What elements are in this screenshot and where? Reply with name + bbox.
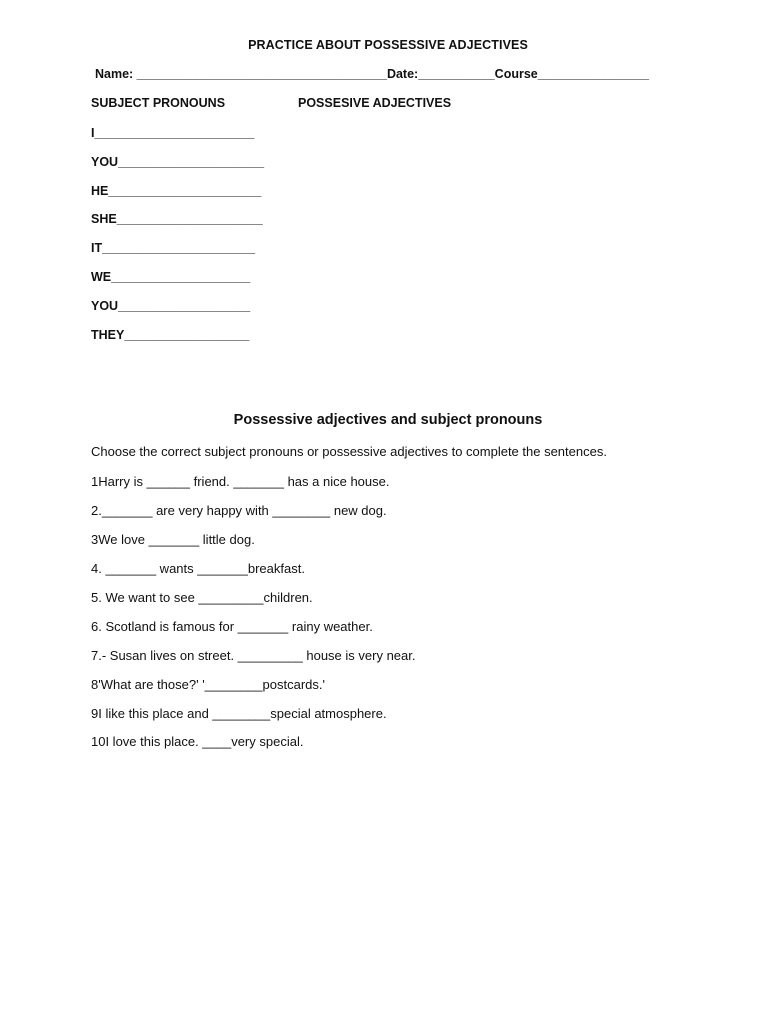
- subject-pronouns-heading: SUBJECT PRONOUNS: [91, 96, 226, 110]
- sentence-item: 4. _______ wants _______breakfast.: [91, 560, 305, 576]
- sentence-item: 5. We want to see _________children.: [91, 589, 313, 605]
- pronoun-list: [91, 124, 264, 354]
- sentence-item: 3We love _______ little dog.: [91, 531, 255, 547]
- pronoun-item: IT______________________: [91, 241, 256, 256]
- student-info-line: Name: ____________________________________Date:___________Course________________: [95, 67, 649, 81]
- pronoun-item: I_______________________: [91, 126, 255, 140]
- pronoun-item: WE____________________: [91, 269, 251, 284]
- pronoun-item: YOU_____________________: [91, 154, 265, 169]
- sentence-item: 9I like this place and ________special atmosphere.: [91, 705, 387, 721]
- sentence-item: 6. Scotland is famous for _______ rainy weather.: [91, 618, 373, 634]
- exercise-instructions: Choose the correct subject pronouns or possessive adjectives to complete the sentences.: [91, 444, 607, 459]
- pronoun-item: HE______________________: [91, 183, 262, 198]
- possessive-adjectives-heading: POSSESIVE ADJECTIVES: [298, 96, 452, 110]
- sentence-item: 1Harry is ______ friend. _______ has a nice house.: [91, 474, 390, 489]
- pronoun-item: THEY__________________: [91, 327, 250, 342]
- sentence-item: 7.- Susan lives on street. _________ house is very near.: [91, 647, 416, 663]
- pronoun-item: YOU___________________: [91, 298, 251, 313]
- worksheet-title: PRACTICE ABOUT POSSESSIVE ADJECTIVES: [248, 38, 528, 52]
- sentence-item: 10I love this place. ____very special.: [91, 734, 304, 750]
- sentence-list: [91, 473, 415, 762]
- exercise-title: Possessive adjectives and subject pronouns: [233, 412, 543, 428]
- sentence-item: 8'What are those?' '________postcards.': [91, 676, 325, 692]
- pronoun-item: SHE_____________________: [91, 212, 263, 227]
- sentence-item: 2._______ are very happy with ________ new dog.: [91, 502, 387, 518]
